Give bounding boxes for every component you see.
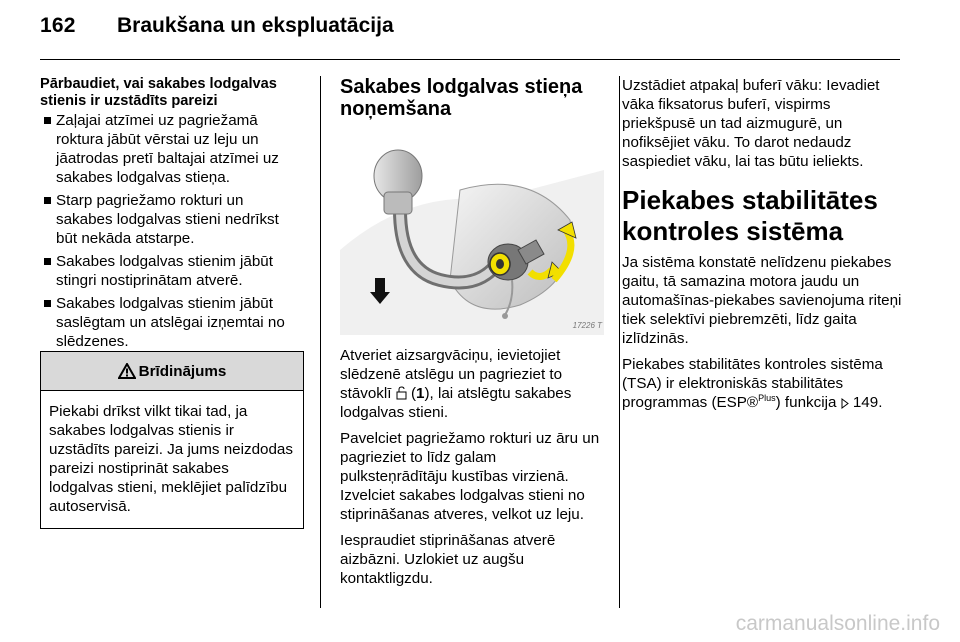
position-number: 1 bbox=[416, 385, 425, 402]
removal-step-2: Pavelciet pagriežamo rokturi uz āru un pagrieziet to līdz galam pulksteņrādītāju kustības virzienā. Izvelciet sakabes lodgalvas stieni no stiprināšanas atveres, velkot uz leju. bbox=[340, 430, 600, 523]
warning-header bbox=[41, 352, 303, 391]
list-item: Sakabes lodgalvas stienim jābūt stingri nostiprinātam atverē. bbox=[40, 252, 304, 290]
column-divider-2 bbox=[619, 76, 620, 608]
warning-box bbox=[40, 351, 304, 529]
tsa-section-title: Piekabes stabilitātes kontroles sistēma bbox=[622, 185, 878, 246]
header-rule bbox=[40, 59, 900, 60]
figure-code: 17226 T bbox=[572, 321, 602, 330]
bullet-square-icon bbox=[44, 300, 51, 307]
page-ref-arrow-icon bbox=[841, 398, 849, 409]
warning-title: Brīdinājums bbox=[138, 362, 227, 380]
page-header bbox=[0, 0, 960, 62]
cover-refit-paragraph: Uzstādiet atpakaļ buferī vāku: Ievadiet vāka fiksatorus buferī, vispirms priekšpusē un tad aizmugurē, un nofiksējiet vāku. To darot nedaudz saspiediet vāku, lai tas būtu ieliekts. bbox=[622, 77, 880, 170]
column-left bbox=[40, 76, 304, 355]
check-list bbox=[40, 111, 304, 351]
check-subheading: Pārbaudiet, vai sakabes lodgalvas stienis ir uzstādīts pareizi bbox=[40, 76, 277, 109]
chapter-title: Braukšana un ekspluatācija bbox=[117, 14, 394, 37]
column-divider-1 bbox=[320, 76, 321, 608]
list-item: Sakabes lodgalvas stienim jābūt saslēgtam un atslēgai izņemtai no slēdzenes. bbox=[40, 294, 304, 351]
removal-step-1: Atveriet aizsargvāciņu, ievietojiet slēdzenē atslēgu un pagrieziet to stāvoklī (1), lai atslēgtu sakabes lodgalvas stieni. bbox=[340, 347, 572, 421]
watermark: carmanualsonline.info bbox=[735, 612, 940, 635]
towbar-illustration-graphic bbox=[340, 130, 604, 335]
list-item: Zaļajai atzīmei uz pagriežamā roktura jābūt vērstai uz leju un jāatrodas pretī baltajai atzīmei uz sakabes lodgalvas stieņa. bbox=[40, 111, 304, 187]
plus-superscript: Plus bbox=[758, 392, 776, 403]
bullet-square-icon bbox=[44, 197, 51, 204]
unlock-key-icon bbox=[396, 386, 407, 400]
warning-body: Piekabi drīkst vilkt tikai tad, ja sakabes lodgalvas stienis ir uzstādīts pareizi. Ja jums neizdodas pareizi nostiprināt sakabes lodgalvas stieni, meklējiet palīdzību autoservisā. bbox=[49, 403, 293, 515]
bullet-square-icon bbox=[44, 258, 51, 265]
column-right bbox=[622, 76, 904, 419]
list-item: Starp pagriežamo rokturi un sakabes lodgalvas stieni nedrīkst būt nekāda atstarpe. bbox=[40, 191, 304, 248]
page-reference[interactable]: 149. bbox=[852, 394, 883, 411]
removal-section-title: Sakabes lodgalvas stieņa noņemšana bbox=[340, 76, 583, 120]
removal-step-3: Iespraudiet stiprināšanas atverē aizbāzni. Uzlokiet uz augšu kontaktligzdu. bbox=[340, 532, 556, 587]
towbar-removal-illustration bbox=[340, 130, 604, 335]
page-number: 162 bbox=[40, 14, 76, 37]
tsa-description: Ja sistēma konstatē nelīdzenu piekabes gaitu, tā samazina motora jaudu un automašīnas-piekabes savienojuma riteņi tiek selektīvi piebremzēti, līdz gaita izlīdzinās. bbox=[622, 254, 902, 347]
column-middle bbox=[340, 76, 604, 595]
bullet-square-icon bbox=[44, 117, 51, 124]
warning-triangle-icon bbox=[118, 363, 136, 379]
tsa-esp-paragraph: Piekabes stabilitātes kontroles sistēma (TSA) ir elektroniskās stabilitātes programmas (ESP®$^{Plus}$) funkcija 149. bbox=[622, 356, 883, 411]
